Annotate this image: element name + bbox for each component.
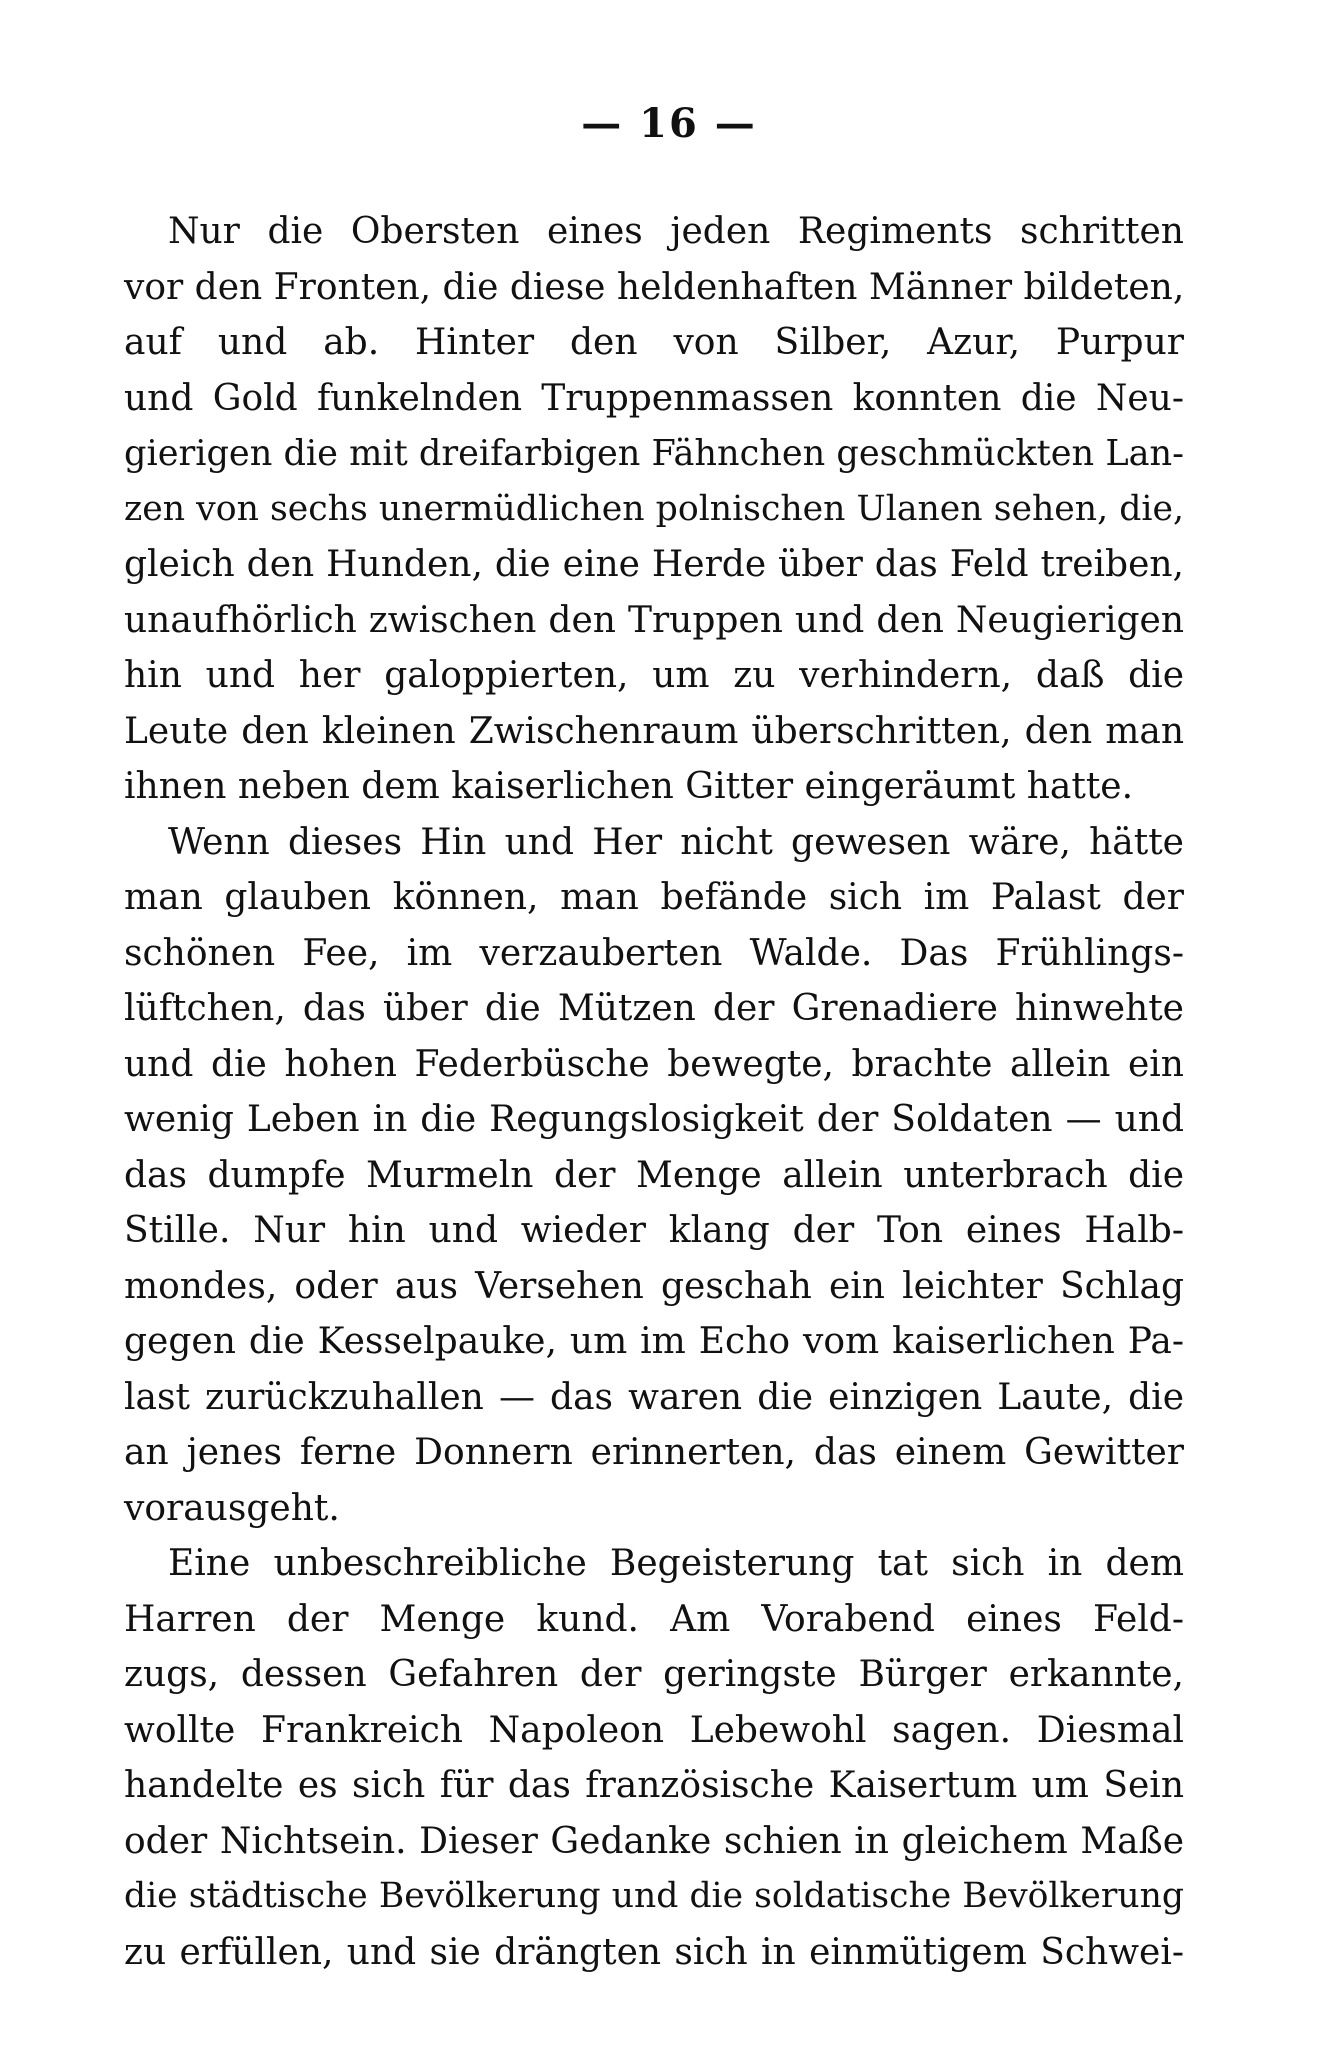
body-text xyxy=(124,204,1184,1980)
text-line: Stille. Nur hin und wieder klang der Ton eines Halb- xyxy=(124,1210,1184,1251)
text-line: handelte es sich für das französische Kaisertum um Sein xyxy=(124,1765,1184,1806)
text-line: gleich den Hunden, die eine Herde über das Feld treiben, xyxy=(124,544,1184,585)
text-line: Leute den kleinen Zwischenraum überschritten, den man xyxy=(124,710,1184,752)
text-line: Wenn dieses Hin und Her nicht gewesen wäre, hätte xyxy=(168,821,1184,863)
text-line: vor den Fronten, die diese heldenhaften Männer bildeten, xyxy=(124,266,1185,308)
text-line: wollte Frankreich Napoleon Lebewohl sagen. Diesmal xyxy=(124,1709,1184,1751)
text-line: hin und her galoppierten, um zu verhindern, daß die xyxy=(124,655,1184,696)
text-line: das dumpfe Murmeln der Menge allein unterbrach die xyxy=(124,1154,1184,1196)
text-line: zu erfüllen, und sie drängten sich in einmütigem Schwei- xyxy=(124,1931,1184,1973)
text-line: ihnen neben dem kaiserlichen Gitter eingeräumt hatte. xyxy=(124,766,1134,807)
text-line: die städtische Bevölkerung und die soldatische Bevölkerung xyxy=(124,1876,1184,1916)
text-line: wenig Leben in die Regungslosigkeit der Soldaten — und xyxy=(124,1099,1184,1140)
text-line: vorausgeht. xyxy=(124,1487,340,1529)
text-line: Harren der Menge kund. Am Vorabend eines Feld- xyxy=(124,1598,1184,1640)
text-line: Nur die Obersten eines jeden Regiments schritten xyxy=(168,211,1184,252)
text-line: Eine unbeschreibliche Begeisterung tat sich in dem xyxy=(168,1543,1184,1584)
text-line: gegen die Kesselpauke, um im Echo vom kaiserlichen Pa- xyxy=(124,1321,1184,1362)
text-line: und die hohen Federbüsche bewegte, brachte allein ein xyxy=(124,1043,1184,1085)
text-line: unaufhörlich zwischen den Truppen und den Neugierigen xyxy=(124,599,1184,641)
text-line: mondes, oder aus Versehen geschah ein leichter Schlag xyxy=(124,1265,1184,1307)
text-line: lüftchen, das über die Mützen der Grenadiere hinwehte xyxy=(124,988,1184,1029)
text-line: man glauben können, man befände sich im Palast der xyxy=(124,877,1184,918)
page-number: — 16 — xyxy=(581,100,757,147)
text-line: auf und ab. Hinter den von Silber, Azur, Purpur xyxy=(124,322,1184,363)
text-line: zugs, dessen Gefahren der geringste Bürger erkannte, xyxy=(124,1654,1184,1695)
text-line: gierigen die mit dreifarbigen Fähnchen geschmückten Lan- xyxy=(124,433,1184,474)
text-line: und Gold funkelnden Truppenmassen konnten die Neu- xyxy=(124,377,1184,419)
text-line: schönen Fee, im verzauberten Walde. Das Frühlings- xyxy=(124,932,1184,974)
text-line: oder Nichtsein. Dieser Gedanke schien in gleichem Maße xyxy=(124,1820,1184,1862)
text-line: an jenes ferne Donnern erinnerten, das einem Gewitter xyxy=(124,1432,1184,1473)
text-line: zen von sechs unermüdlichen polnischen Ulanen sehen, die, xyxy=(124,488,1184,529)
text-line: last zurückzuhallen — das waren die einzigen Laute, die xyxy=(124,1376,1184,1418)
